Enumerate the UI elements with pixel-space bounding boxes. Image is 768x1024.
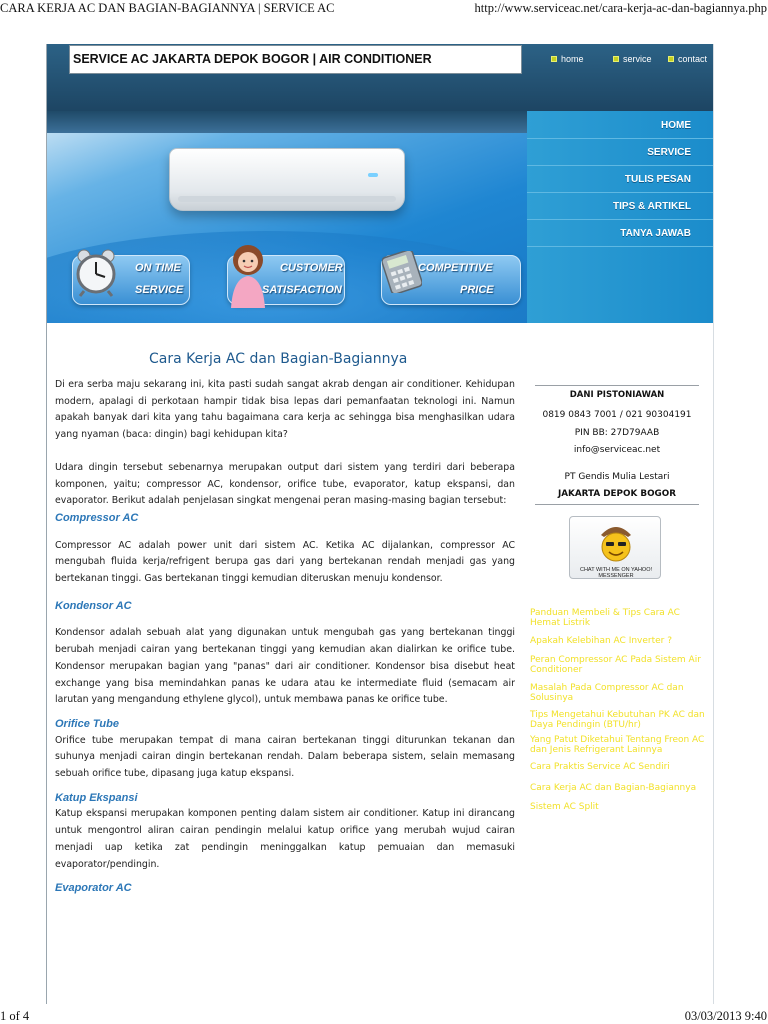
badge-line1: CUSTOMER bbox=[280, 262, 343, 274]
nav-tulis-pesan[interactable]: TULIS PESAN bbox=[527, 167, 713, 193]
section-body-compressor: Compressor AC adalah power unit dari sistem AC. Ketika AC dijalankan, compressor AC mengubah fluida kerja/refrigent berupa gas dari yang bertekanan rendah menjadi gas yang bertekanan tinggi. Gas bertekanan tinggi kemudian diteruskan menuju kondensor. bbox=[55, 539, 515, 585]
contact-name: DANI PISTONIAWAN bbox=[569, 390, 665, 400]
top-nav-label: service bbox=[623, 54, 652, 64]
yahoo-text: CHAT WITH ME ON YAHOO! MESSENGER bbox=[579, 567, 652, 579]
related-link[interactable]: Masalah Pada Compressor AC dan Solusinya bbox=[530, 683, 684, 703]
badge-line1: COMPETITIVE bbox=[418, 262, 493, 274]
related-link[interactable]: Cara Praktis Service AC Sendiri bbox=[530, 762, 670, 772]
top-nav-service[interactable] bbox=[613, 52, 652, 66]
bullet-icon bbox=[668, 56, 674, 62]
paragraph-intro-2: Udara dingin tersebut sebenarnya merupakan output dari sistem yang terdiri dari beberapa komponen, yaitu; compressor AC, kondensor, orifice tube, evaporator, katup ekspansi, dan evaporator. Berikut adalah penjelasan singkat mengenai peran masing-masing bagian tersebut: bbox=[55, 461, 515, 507]
contact-pin: PIN BB: 27D79AAB bbox=[574, 428, 660, 438]
section-body-orifice: Orifice tube merupakan tempat di mana cairan bertekanan tinggi diturunkan tekanan dan suhunya menjadi cairan dingin bertekanan rendah. Dalam beberapa sistem, selain memasang sebuah orifice tube, dipasang juga katup ekspansi. bbox=[55, 734, 515, 780]
section-body-katup: Katup ekspansi merupakan komponen penting dalam sistem air conditioner. Katup ini dirancang untuk mengontrol aliran cairan pendingin melalui katup orifice yang merubah wujud cairan menjadi uap ketika zat pendingin meninggalkan katup pemuaian dan memasuki evaporator/pendingin. bbox=[55, 808, 515, 870]
site-header bbox=[47, 44, 713, 111]
related-link[interactable]: Yang Patut Diketahui Tentang Freon AC dan Jenis Refrigerant Lainnya bbox=[530, 735, 705, 755]
related-link[interactable]: Sistem AC Split bbox=[530, 802, 599, 812]
badge-line1: ON TIME bbox=[135, 262, 181, 274]
section-body-kondensor: Kondensor adalah sebuah alat yang digunakan untuk mengubah gas yang bertekanan tinggi berubah menjadi cairan yang bertekanan tinggi yang kemudian akan dialirkan ke orifice tube. Kondensor merupakan bagian yang "panas" dari air conditioner. Kondensor bisa disebut heat exchange yang bisa memindahkan panas ke udara atau ke intermediate fluid (semacam air larutan yang mengandung ethylene glycol), untuk membawa panas ke orifice tube. bbox=[55, 627, 515, 706]
air-conditioner-image bbox=[169, 148, 405, 211]
section-heading-compressor: Compressor AC bbox=[55, 511, 139, 524]
web-page bbox=[46, 44, 714, 1004]
article-title: Cara Kerja AC dan Bagian-Bagiannya bbox=[149, 351, 408, 367]
section-heading-katup: Katup Ekspansi bbox=[55, 791, 138, 804]
site-title: SERVICE AC JAKARTA DEPOK BOGOR | AIR CONDITIONER bbox=[69, 45, 522, 74]
ac-display-light bbox=[368, 173, 378, 177]
contact-email[interactable]: info@serviceac.net bbox=[573, 445, 661, 455]
calculator-icon bbox=[382, 251, 422, 293]
company-name: PT Gendis Mulia Lestari bbox=[564, 472, 670, 482]
divider bbox=[535, 385, 699, 386]
customer-person-icon bbox=[227, 244, 269, 308]
hero-banner bbox=[47, 111, 713, 323]
related-link[interactable]: Cara Kerja AC dan Bagian-Bagiannya bbox=[530, 783, 697, 793]
related-link[interactable]: Tips Mengetahui Kebutuhan PK AC dan Daya Pendingin (BTU/hr) bbox=[530, 710, 705, 730]
article-body bbox=[55, 377, 515, 897]
smiley-icon bbox=[598, 521, 634, 565]
main-navigation bbox=[527, 111, 713, 323]
print-page-title: CARA KERJA AC DAN BAGIAN-BAGIANNYA | SERVICE AC bbox=[0, 1, 335, 15]
nav-home[interactable]: HOME bbox=[527, 113, 713, 139]
related-link[interactable]: Panduan Membeli & Tips Cara AC Hemat Listrik bbox=[530, 608, 680, 628]
print-page-number: 1 of 4 bbox=[0, 1009, 30, 1023]
print-url: http://www.serviceac.net/cara-kerja-ac-dan-bagiannya.php bbox=[474, 1, 767, 15]
top-nav-label: home bbox=[561, 54, 584, 64]
top-nav-home[interactable] bbox=[551, 52, 584, 66]
alarm-clock-icon bbox=[74, 247, 118, 297]
bullet-icon bbox=[551, 56, 557, 62]
related-link[interactable]: Peran Compressor AC Pada Sistem Air Conditioner bbox=[530, 655, 701, 675]
service-area: JAKARTA DEPOK BOGOR bbox=[557, 489, 677, 499]
badge-line2: SATISFACTION bbox=[262, 284, 342, 296]
print-footer bbox=[0, 1009, 768, 1024]
contact-phone: 0819 0843 7001 / 021 90304191 bbox=[542, 410, 692, 420]
badge-line2: PRICE bbox=[460, 284, 494, 296]
top-nav-label: contact bbox=[678, 54, 708, 64]
bullet-icon bbox=[613, 56, 619, 62]
nav-tanya-jawab[interactable]: TANYA JAWAB bbox=[527, 221, 713, 247]
top-nav-contact[interactable] bbox=[668, 52, 707, 66]
paragraph-intro: Di era serba maju sekarang ini, kita pasti sudah sangat akrab dengan air conditioner. Kehidupan modern, apalagi di perkotaan hampir tidak bisa lepas dari pemanfaatan teknologi ini. Namun apakah banyak dari kita yang tahu bagaimana cara kerja ac sehingga bisa menghasilkan udara yang nyaman (baca: dingin) bagi kehidupan kita? bbox=[55, 379, 515, 441]
related-link[interactable]: Apakah Kelebihan AC Inverter ? bbox=[530, 636, 673, 646]
section-heading-kondensor: Kondensor AC bbox=[55, 599, 132, 612]
nav-service[interactable]: SERVICE bbox=[527, 140, 713, 166]
print-header bbox=[0, 1, 768, 17]
yahoo-messenger-button[interactable] bbox=[569, 516, 661, 579]
nav-tips-artikel[interactable]: TIPS & ARTIKEL bbox=[527, 194, 713, 220]
print-datetime: 03/03/2013 9:40 bbox=[684, 1009, 767, 1023]
section-heading-orifice: Orifice Tube bbox=[55, 717, 119, 730]
section-heading-evaporator: Evaporator AC bbox=[55, 882, 132, 895]
badge-line2: SERVICE bbox=[135, 284, 184, 296]
divider bbox=[535, 504, 699, 505]
